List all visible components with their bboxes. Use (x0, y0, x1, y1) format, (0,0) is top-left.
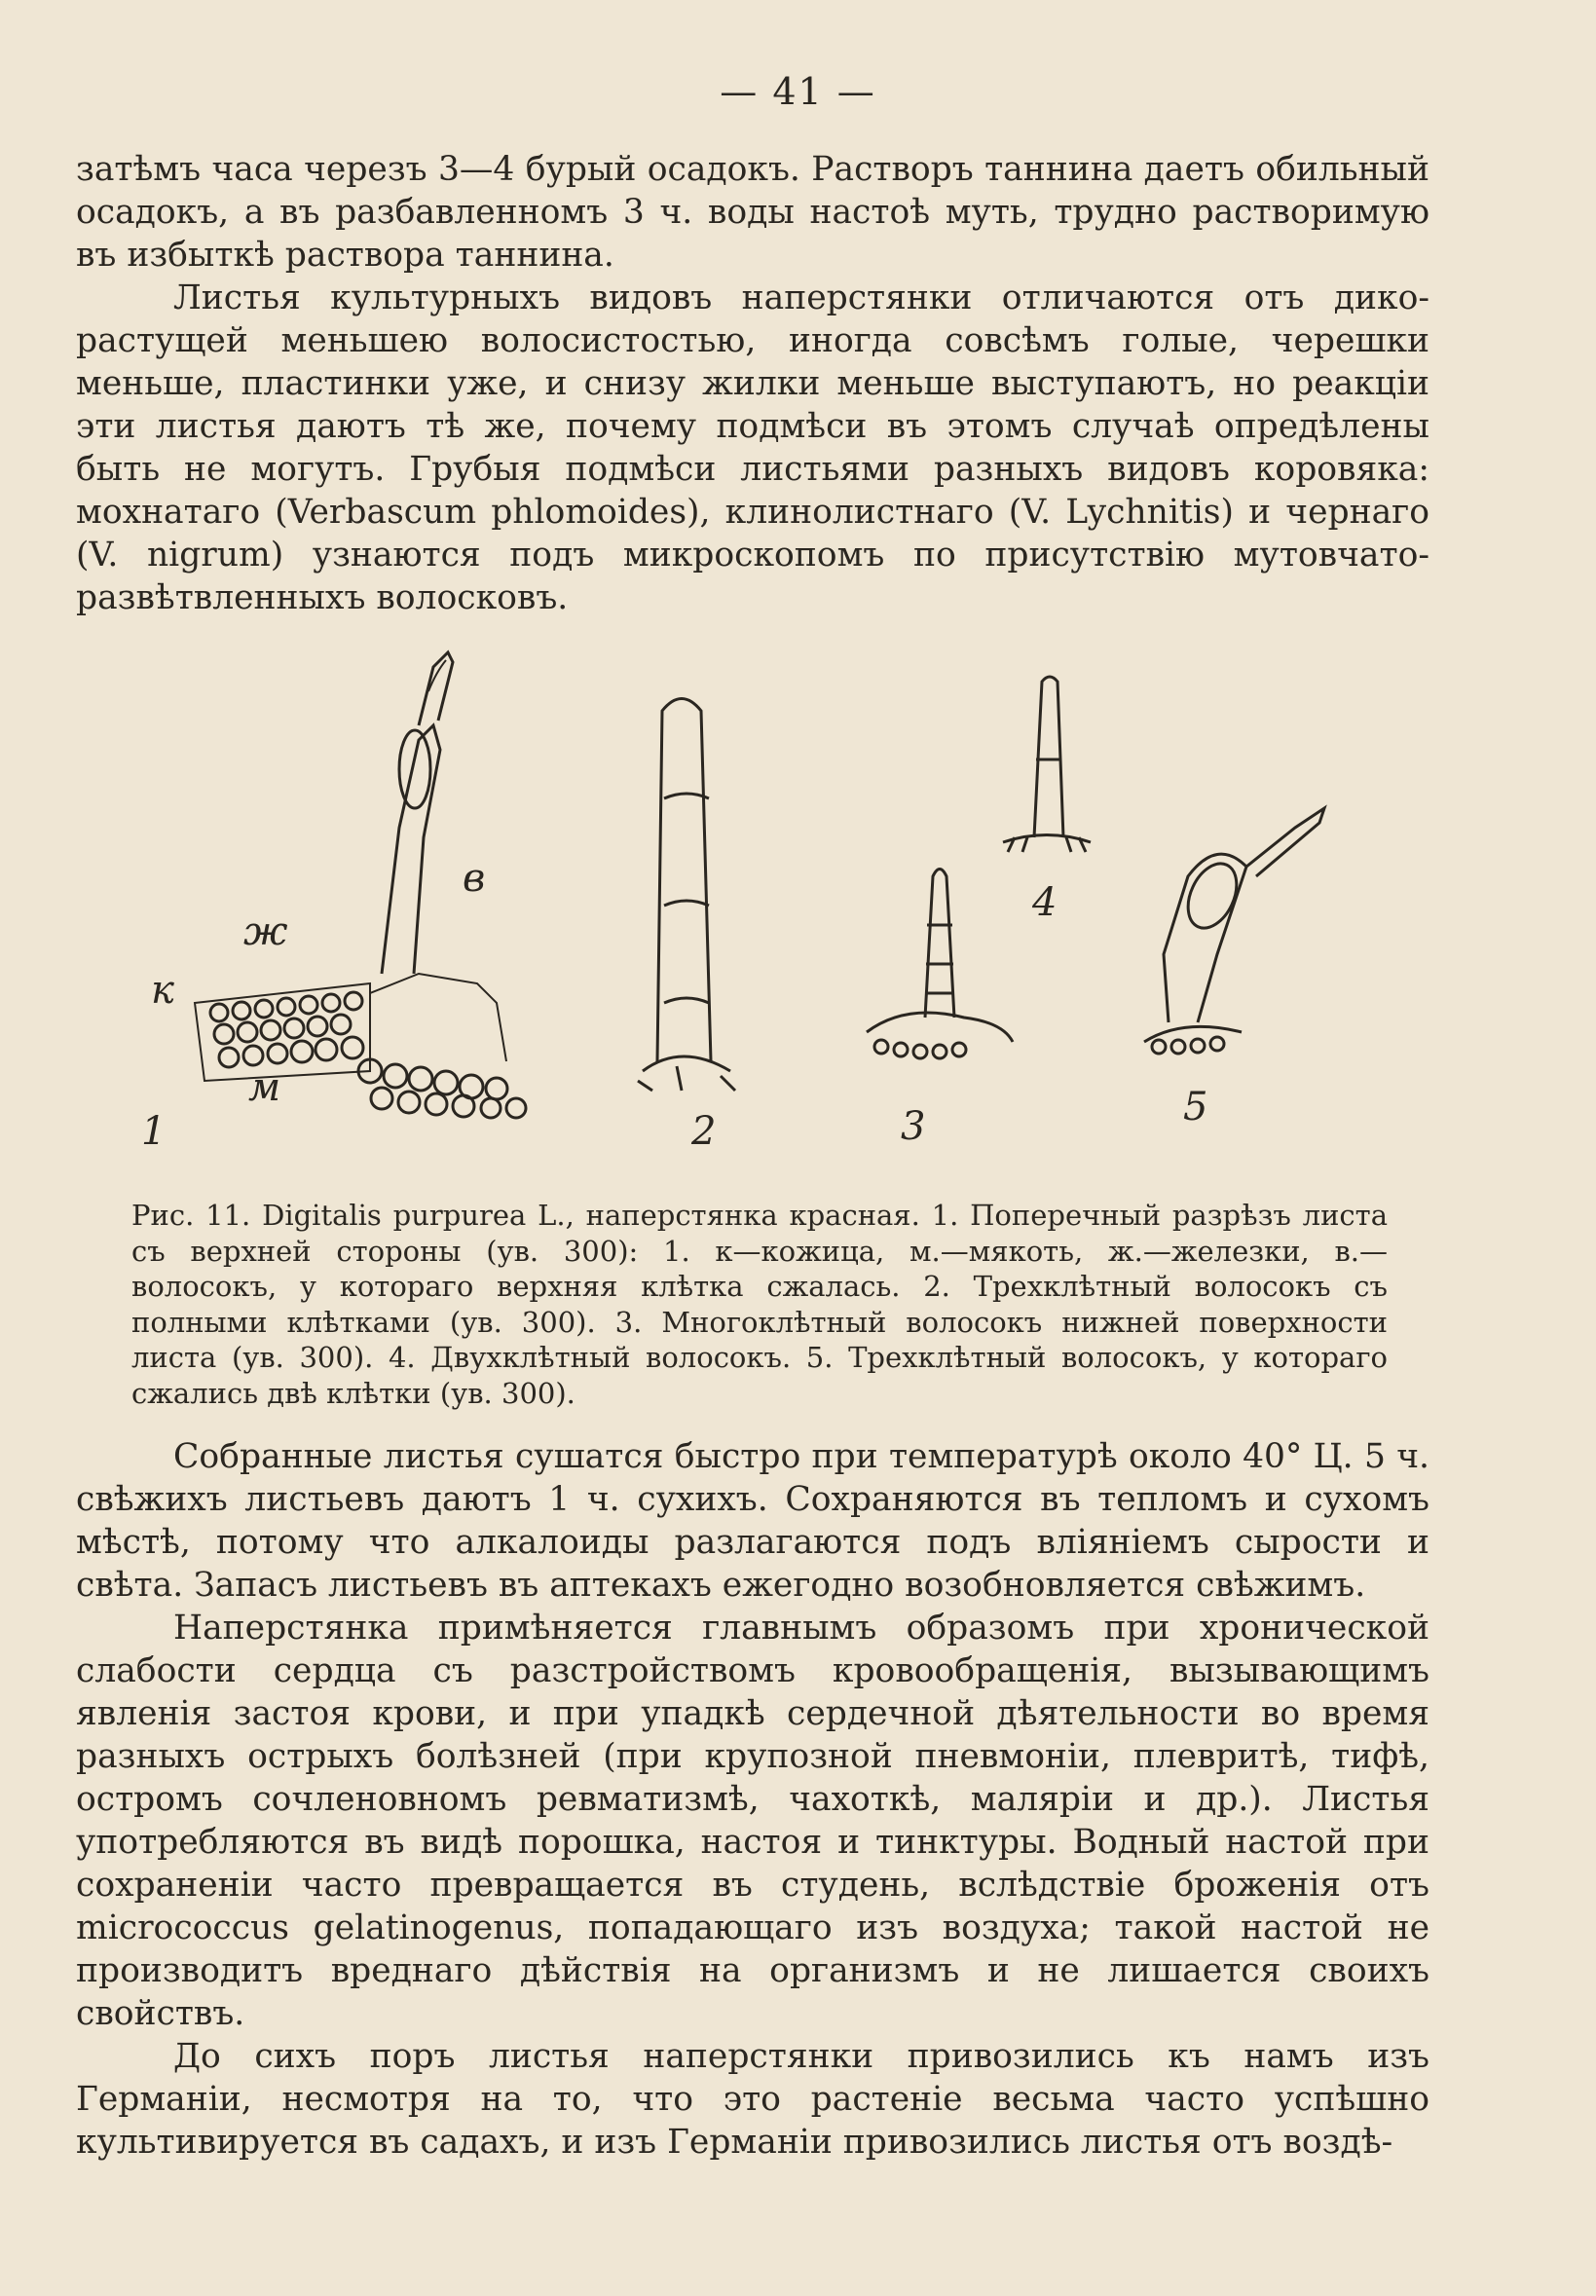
hair-illustration (127, 633, 1412, 1178)
label-v: в (463, 856, 486, 901)
three-celled-hair-drawing (638, 699, 735, 1092)
label-4: 4 (1032, 880, 1058, 925)
collapsed-hair-drawing (1144, 808, 1324, 1054)
figure-caption (131, 1198, 1388, 1411)
paragraph: До сихъ поръ листья наперстянки привозились къ намъ изъ Германіи, несмотря на то, что это растеніе весьма часто успѣшно культивируется въ садахъ, и изъ Германіи привозились листья отъ воздѣ- (76, 2037, 1429, 2162)
bottom-text-block (76, 1435, 1429, 2164)
botanical-figure (127, 633, 1412, 1178)
label-2: 2 (691, 1109, 717, 1154)
label-k: к (151, 968, 174, 1013)
paragraph: Наперстянка примѣняется главнымъ образомъ при хронической слабости сердца съ разстройствомъ кровообращенія, вызывающимъ явленія застоя крови, и при упадкѣ сердечной дѣятельности во время разныхъ острыхъ болѣзней (при крупозной пневмоніи, плевритѣ, тифѣ, остромъ сочленовномъ ревматизмѣ, чахоткѣ, маляріи и др.). Листья употребляются въ видѣ порошка, настоя и тинктуры. Водный настой при сохраненіи часто превращается въ студень, вслѣдствіе броженія отъ micrococcus gelatinogenus, попадающаго изъ воздуха; такой настой не производитъ вреднаго дѣйствія на организмъ и не лишается своихъ свойствъ. (76, 1609, 1429, 2033)
label-zh: ж (243, 909, 288, 954)
label-5: 5 (1183, 1085, 1208, 1129)
two-celled-hair-drawing (1003, 677, 1091, 852)
caption-text: Рис. 11. Digitalis purpurea L., наперстянка красная. 1. Поперечный разрѣзъ листа съ верхней стороны (ув. 300): 1. к—кожица, м.—мякоть, ж.—железки, в.—волосокъ, у котораго верхняя клѣтка сжалась. 2. Трехклѣтный волосокъ съ полными клѣтками (ув. 300). 3. Многоклѣтный волосокъ нижней поверхности листа (ув. 300). 4. Двухклѣтный волосокъ. 5. Трехклѣтный волосокъ, у котораго сжались двѣ клѣтки (ув. 300). (131, 1199, 1388, 1410)
paragraph: Собранные листья сушатся быстро при температурѣ около 40° Ц. 5 ч. свѣжихъ листьевъ даютъ 1 ч. сухихъ. Сохраняются въ тепломъ и сухомъ мѣстѣ, потому что алкалоиды разлагаются подъ вліяніемъ сырости и свѣта. Запасъ листьевъ въ аптекахъ ежегодно возобновляется свѣжимъ. (76, 1437, 1429, 1605)
label-m: м (248, 1065, 281, 1110)
many-celled-hair-drawing (867, 870, 1013, 1059)
paragraph: затѣмъ часа черезъ 3—4 бурый осадокъ. Растворъ таннина даетъ обильный осадокъ, а въ разбавленномъ 3 ч. воды настоѣ муть, трудно растворимую въ избыткѣ раствора таннина. (76, 150, 1429, 275)
page-number: — 41 — (720, 70, 876, 113)
paragraph: Листья культурныхъ видовъ наперстянки отличаются отъ дико-растущей меньшею волосистостью, иногда совсѣмъ голые, черешки меньше, пластинки уже, и снизу жилки меньше выступаютъ, но реакціи эти листья даютъ тѣ же, почему подмѣси въ этомъ случаѣ опредѣлены быть не могутъ. Грубыя подмѣси листьями разныхъ видовъ коровяка: мохнатаго (Verbascum phlomoides), клинолистнаго (V. Lychnitis) и чернаго (V. nigrum) узнаются подъ микроскопомъ по присутствію мутовчато-развѣтвленныхъ волосковъ. (76, 278, 1429, 617)
label-1: 1 (141, 1109, 167, 1154)
label-3: 3 (901, 1104, 926, 1149)
top-text-block (76, 148, 1429, 619)
